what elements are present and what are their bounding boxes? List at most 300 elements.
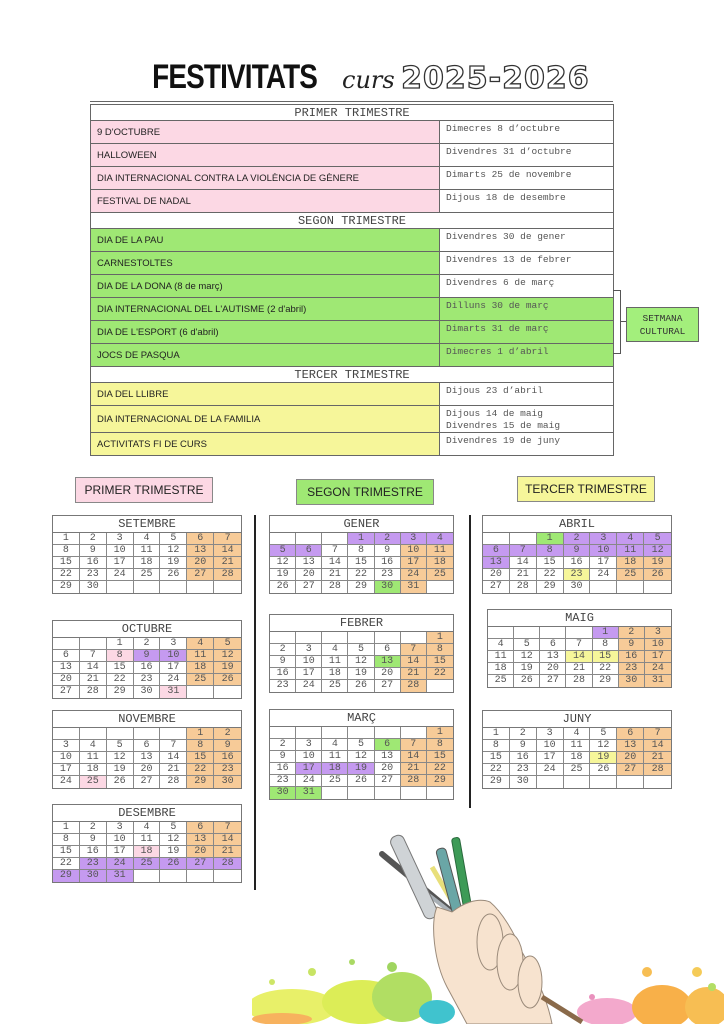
- cultural-week-line1: SETMANA: [642, 313, 683, 324]
- day-cell: 24: [590, 569, 617, 581]
- event-name: DIA DE LA PAU: [91, 229, 440, 252]
- day-cell: 22: [593, 663, 619, 675]
- month-calendar: [482, 710, 672, 789]
- day-cell: 6: [53, 650, 80, 662]
- day-cell: 13: [134, 752, 161, 764]
- day-cell: 11: [322, 751, 348, 763]
- day-cell: 7: [160, 740, 187, 752]
- empty-day-cell: [322, 632, 348, 644]
- empty-day-cell: [134, 728, 161, 740]
- event-name: 9 D'OCTUBRE: [91, 121, 440, 144]
- empty-day-cell: [134, 870, 161, 882]
- empty-day-cell: [322, 727, 348, 739]
- day-cell: 7: [214, 822, 241, 834]
- day-cell: 25: [134, 858, 161, 870]
- day-cell: 22: [348, 569, 374, 581]
- day-cell: 2: [619, 627, 645, 639]
- cultural-week-box: [626, 307, 699, 342]
- paint-splash-left: [252, 959, 455, 1024]
- day-cell: 30: [134, 686, 161, 698]
- day-cell: 12: [348, 751, 374, 763]
- empty-day-cell: [160, 728, 187, 740]
- day-cell: 17: [401, 557, 427, 569]
- event-date: Dimecres 8 d’octubre: [440, 121, 614, 144]
- empty-day-cell: [617, 581, 644, 593]
- day-cell: 4: [322, 644, 348, 656]
- day-cell: 4: [134, 533, 161, 545]
- day-cell: 30: [80, 870, 107, 882]
- day-cell: 26: [107, 776, 134, 788]
- empty-day-cell: [537, 776, 564, 788]
- day-cell: 23: [270, 680, 296, 692]
- page-title: [0, 58, 724, 98]
- day-cell: 6: [187, 822, 214, 834]
- day-cell: 15: [427, 751, 453, 763]
- day-cell: 8: [53, 545, 80, 557]
- day-cell: 25: [488, 675, 514, 687]
- day-cell: 11: [322, 656, 348, 668]
- day-cell: 16: [134, 662, 161, 674]
- day-cell: 13: [187, 834, 214, 846]
- day-cell: 24: [107, 569, 134, 581]
- day-cell: 25: [617, 569, 644, 581]
- day-cell: 10: [645, 639, 671, 651]
- day-cell: 5: [514, 639, 540, 651]
- day-cell: 25: [187, 674, 214, 686]
- empty-day-cell: [214, 581, 241, 593]
- day-cell: 11: [617, 545, 644, 557]
- day-cell: 8: [593, 639, 619, 651]
- day-cell: 29: [348, 581, 374, 593]
- day-cell: 22: [187, 764, 214, 776]
- day-cell: 17: [53, 764, 80, 776]
- day-cell: 10: [590, 545, 617, 557]
- day-cell: 7: [80, 650, 107, 662]
- event-date: Dimarts 31 de març: [440, 321, 614, 344]
- day-cell: 24: [53, 776, 80, 788]
- event-name: DIA DE L'ESPORT (6 d'abril): [91, 321, 440, 344]
- day-cell: 4: [322, 739, 348, 751]
- table-row: [91, 252, 614, 275]
- day-cell: 9: [214, 740, 241, 752]
- day-cell: 19: [160, 846, 187, 858]
- empty-day-cell: [322, 787, 348, 799]
- event-name: DIA INTERNACIONAL DE LA FAMILIA: [91, 406, 440, 433]
- empty-day-cell: [375, 727, 401, 739]
- section-header: TERCER TRIMESTRE: [91, 367, 614, 383]
- day-cell: 15: [53, 846, 80, 858]
- day-cell: 21: [214, 846, 241, 858]
- day-cell: 28: [80, 686, 107, 698]
- event-date: Dimarts 25 de novembre: [440, 167, 614, 190]
- day-cell: 9: [134, 650, 161, 662]
- day-cell: 7: [401, 739, 427, 751]
- day-cell: 31: [107, 870, 134, 882]
- day-cell: 18: [322, 763, 348, 775]
- event-date: Dijous 23 d’abril: [440, 383, 614, 406]
- day-cell: 1: [537, 533, 564, 545]
- day-cell: 21: [644, 752, 671, 764]
- table-row: [91, 167, 614, 190]
- day-cell: 2: [270, 739, 296, 751]
- month-name: NOVEMBRE: [53, 711, 241, 728]
- day-cell: 21: [566, 663, 592, 675]
- day-cell: 28: [214, 858, 241, 870]
- table-row: [91, 144, 614, 167]
- empty-day-cell: [348, 632, 374, 644]
- day-cell: 2: [134, 638, 161, 650]
- day-cell: 22: [53, 858, 80, 870]
- empty-day-cell: [375, 632, 401, 644]
- day-cell: 14: [566, 651, 592, 663]
- empty-day-cell: [617, 776, 644, 788]
- day-cell: 16: [80, 846, 107, 858]
- day-cell: 23: [375, 569, 401, 581]
- table-row: [91, 229, 614, 252]
- day-cell: 15: [483, 752, 510, 764]
- day-cell: 21: [214, 557, 241, 569]
- day-cell: 26: [160, 569, 187, 581]
- empty-day-cell: [214, 686, 241, 698]
- day-cell: 8: [483, 740, 510, 752]
- empty-day-cell: [270, 727, 296, 739]
- month-calendar: [269, 709, 454, 800]
- day-cell: 4: [134, 822, 161, 834]
- month-calendar: [52, 804, 242, 883]
- day-cell: 20: [617, 752, 644, 764]
- month-calendar: [269, 515, 454, 594]
- section-header: PRIMER TRIMESTRE: [91, 105, 614, 121]
- month-name: MARÇ: [270, 710, 453, 727]
- festivities-table: [90, 104, 614, 456]
- day-cell: 28: [401, 680, 427, 692]
- empty-day-cell: [348, 727, 374, 739]
- day-cell: 30: [510, 776, 537, 788]
- empty-day-cell: [80, 728, 107, 740]
- day-cell: 19: [348, 668, 374, 680]
- day-cell: 11: [134, 545, 161, 557]
- table-row: [91, 383, 614, 406]
- day-cell: 17: [645, 651, 671, 663]
- day-cell: 5: [348, 739, 374, 751]
- day-cell: 17: [296, 668, 322, 680]
- day-cell: 17: [296, 763, 322, 775]
- day-cell: 7: [401, 644, 427, 656]
- trimester-label-2: SEGON TRIMESTRE: [296, 479, 434, 505]
- day-cell: 9: [510, 740, 537, 752]
- day-cell: 8: [348, 545, 374, 557]
- day-cell: 3: [107, 533, 134, 545]
- empty-day-cell: [488, 627, 514, 639]
- day-cell: 2: [80, 822, 107, 834]
- day-cell: 9: [80, 545, 107, 557]
- empty-day-cell: [160, 870, 187, 882]
- month-calendar: [269, 614, 454, 693]
- day-cell: 5: [160, 533, 187, 545]
- event-date: Divendres 31 d’octubre: [440, 144, 614, 167]
- day-cell: 27: [375, 680, 401, 692]
- event-date: Dijous 18 de desembre: [440, 190, 614, 213]
- day-cell: 8: [537, 545, 564, 557]
- day-cell: 8: [107, 650, 134, 662]
- day-cell: 14: [401, 656, 427, 668]
- day-cell: 13: [53, 662, 80, 674]
- day-cell: 26: [348, 775, 374, 787]
- day-cell: 19: [590, 752, 617, 764]
- day-cell: 6: [375, 644, 401, 656]
- day-cell: 22: [427, 763, 453, 775]
- day-cell: 19: [160, 557, 187, 569]
- month-calendar: [482, 515, 672, 594]
- day-cell: 17: [537, 752, 564, 764]
- day-cell: 11: [427, 545, 453, 557]
- day-cell: 8: [53, 834, 80, 846]
- title-years: 2025-2026: [401, 61, 590, 96]
- day-cell: 1: [427, 632, 453, 644]
- day-cell: 23: [80, 569, 107, 581]
- day-cell: 6: [483, 545, 510, 557]
- empty-day-cell: [107, 728, 134, 740]
- empty-day-cell: [401, 632, 427, 644]
- empty-day-cell: [187, 870, 214, 882]
- month-name: JUNY: [483, 711, 671, 728]
- empty-day-cell: [427, 581, 453, 593]
- day-cell: 27: [296, 581, 322, 593]
- month-name: OCTUBRE: [53, 621, 241, 638]
- empty-day-cell: [540, 627, 566, 639]
- day-cell: 11: [80, 752, 107, 764]
- day-cell: 27: [134, 776, 161, 788]
- day-cell: 7: [644, 728, 671, 740]
- day-cell: 1: [53, 822, 80, 834]
- day-cell: 29: [187, 776, 214, 788]
- day-cell: 28: [644, 764, 671, 776]
- day-cell: 25: [322, 775, 348, 787]
- day-cell: 24: [296, 680, 322, 692]
- day-cell: 24: [537, 764, 564, 776]
- table-row: [91, 190, 614, 213]
- day-cell: 26: [270, 581, 296, 593]
- day-cell: 11: [564, 740, 591, 752]
- empty-day-cell: [322, 533, 348, 545]
- day-cell: 27: [540, 675, 566, 687]
- day-cell: 27: [483, 581, 510, 593]
- day-cell: 20: [187, 557, 214, 569]
- event-date: Divendres 6 de març: [440, 275, 614, 298]
- day-cell: 12: [107, 752, 134, 764]
- empty-day-cell: [296, 632, 322, 644]
- day-cell: 3: [645, 627, 671, 639]
- day-cell: 7: [566, 639, 592, 651]
- day-cell: 16: [564, 557, 591, 569]
- event-name: DIA INTERNACIONAL DEL L'AUTISME (2 d'abril): [91, 298, 440, 321]
- day-cell: 30: [214, 776, 241, 788]
- day-cell: 31: [645, 675, 671, 687]
- day-cell: 16: [80, 557, 107, 569]
- day-cell: 9: [564, 545, 591, 557]
- day-cell: 24: [296, 775, 322, 787]
- day-cell: 28: [214, 569, 241, 581]
- event-name: HALLOWEEN: [91, 144, 440, 167]
- day-cell: 24: [107, 858, 134, 870]
- day-cell: 3: [401, 533, 427, 545]
- day-cell: 21: [510, 569, 537, 581]
- day-cell: 8: [427, 644, 453, 656]
- day-cell: 3: [537, 728, 564, 740]
- empty-day-cell: [80, 638, 107, 650]
- empty-day-cell: [214, 870, 241, 882]
- event-name: DIA DEL LLIBRE: [91, 383, 440, 406]
- day-cell: 30: [80, 581, 107, 593]
- day-cell: 29: [483, 776, 510, 788]
- event-name: JOCS DE PASQUA: [91, 344, 440, 367]
- empty-day-cell: [514, 627, 540, 639]
- day-cell: 20: [53, 674, 80, 686]
- day-cell: 16: [510, 752, 537, 764]
- day-cell: 15: [107, 662, 134, 674]
- day-cell: 1: [107, 638, 134, 650]
- day-cell: 11: [488, 651, 514, 663]
- day-cell: 28: [322, 581, 348, 593]
- day-cell: 1: [593, 627, 619, 639]
- day-cell: 4: [617, 533, 644, 545]
- empty-day-cell: [53, 728, 80, 740]
- day-cell: 4: [488, 639, 514, 651]
- day-cell: 28: [510, 581, 537, 593]
- event-date: Divendres 30 de gener: [440, 229, 614, 252]
- day-cell: 29: [53, 581, 80, 593]
- empty-day-cell: [427, 680, 453, 692]
- day-cell: 27: [53, 686, 80, 698]
- event-date: Dilluns 30 de març: [440, 298, 614, 321]
- table-row: [91, 121, 614, 144]
- day-cell: 10: [537, 740, 564, 752]
- hand: [434, 900, 582, 1024]
- month-calendar: [487, 609, 672, 688]
- day-cell: 7: [510, 545, 537, 557]
- day-cell: 20: [540, 663, 566, 675]
- day-cell: 4: [427, 533, 453, 545]
- day-cell: 6: [617, 728, 644, 740]
- empty-day-cell: [590, 776, 617, 788]
- day-cell: 3: [160, 638, 187, 650]
- paint-splash-right: [577, 967, 724, 1024]
- day-cell: 5: [590, 728, 617, 740]
- day-cell: 13: [375, 751, 401, 763]
- day-cell: 1: [348, 533, 374, 545]
- event-name: DIA DE LA DONA (8 de març): [91, 275, 440, 298]
- day-cell: 5: [270, 545, 296, 557]
- empty-day-cell: [270, 632, 296, 644]
- day-cell: 20: [375, 668, 401, 680]
- section-header: SEGON TRIMESTRE: [91, 213, 614, 229]
- day-cell: 22: [483, 764, 510, 776]
- trimester-label-3: TERCER TRIMESTRE: [517, 476, 655, 502]
- day-cell: 5: [644, 533, 671, 545]
- empty-day-cell: [270, 533, 296, 545]
- day-cell: 23: [134, 674, 161, 686]
- empty-day-cell: [427, 787, 453, 799]
- day-cell: 27: [187, 858, 214, 870]
- day-cell: 19: [107, 764, 134, 776]
- event-date-line: Divendres 15 de maig: [446, 420, 561, 431]
- day-cell: 15: [593, 651, 619, 663]
- table-row: [91, 406, 614, 433]
- day-cell: 13: [617, 740, 644, 752]
- event-date: Dimecres 1 d’abril: [440, 344, 614, 367]
- event-name: CARNESTOLTES: [91, 252, 440, 275]
- day-cell: 26: [348, 680, 374, 692]
- hand-with-art-supplies-illustration: [252, 812, 724, 1024]
- empty-day-cell: [644, 581, 671, 593]
- day-cell: 11: [187, 650, 214, 662]
- day-cell: 31: [296, 787, 322, 799]
- empty-day-cell: [510, 533, 537, 545]
- day-cell: 4: [80, 740, 107, 752]
- day-cell: 13: [540, 651, 566, 663]
- day-cell: 21: [401, 763, 427, 775]
- day-cell: 18: [617, 557, 644, 569]
- empty-day-cell: [160, 581, 187, 593]
- empty-day-cell: [566, 627, 592, 639]
- table-row: [91, 433, 614, 456]
- day-cell: 13: [296, 557, 322, 569]
- day-cell: 25: [80, 776, 107, 788]
- empty-day-cell: [53, 638, 80, 650]
- event-date-line: Dijous 14 de maig: [446, 408, 543, 419]
- day-cell: 12: [270, 557, 296, 569]
- empty-day-cell: [401, 787, 427, 799]
- day-cell: 21: [80, 674, 107, 686]
- day-cell: 28: [566, 675, 592, 687]
- day-cell: 29: [537, 581, 564, 593]
- trimester-label-1: PRIMER TRIMESTRE: [75, 477, 213, 503]
- day-cell: 18: [564, 752, 591, 764]
- day-cell: 10: [53, 752, 80, 764]
- day-cell: 28: [401, 775, 427, 787]
- day-cell: 5: [107, 740, 134, 752]
- day-cell: 1: [427, 727, 453, 739]
- empty-day-cell: [644, 776, 671, 788]
- day-cell: 1: [53, 533, 80, 545]
- day-cell: 28: [160, 776, 187, 788]
- cultural-week-bracket: [613, 290, 621, 354]
- day-cell: 7: [322, 545, 348, 557]
- day-cell: 22: [53, 569, 80, 581]
- day-cell: 15: [537, 557, 564, 569]
- day-cell: 14: [644, 740, 671, 752]
- day-cell: 9: [80, 834, 107, 846]
- day-cell: 1: [187, 728, 214, 740]
- day-cell: 10: [160, 650, 187, 662]
- day-cell: 18: [187, 662, 214, 674]
- day-cell: 17: [160, 662, 187, 674]
- day-cell: 12: [214, 650, 241, 662]
- day-cell: 14: [214, 834, 241, 846]
- day-cell: 10: [107, 834, 134, 846]
- day-cell: 20: [483, 569, 510, 581]
- month-name: MAIG: [488, 610, 671, 627]
- day-cell: 20: [134, 764, 161, 776]
- empty-day-cell: [187, 686, 214, 698]
- day-cell: 31: [160, 686, 187, 698]
- day-cell: 26: [590, 764, 617, 776]
- month-calendar: [52, 620, 242, 699]
- month-calendar: [52, 710, 242, 789]
- day-cell: 29: [107, 686, 134, 698]
- day-cell: 29: [53, 870, 80, 882]
- day-cell: 14: [80, 662, 107, 674]
